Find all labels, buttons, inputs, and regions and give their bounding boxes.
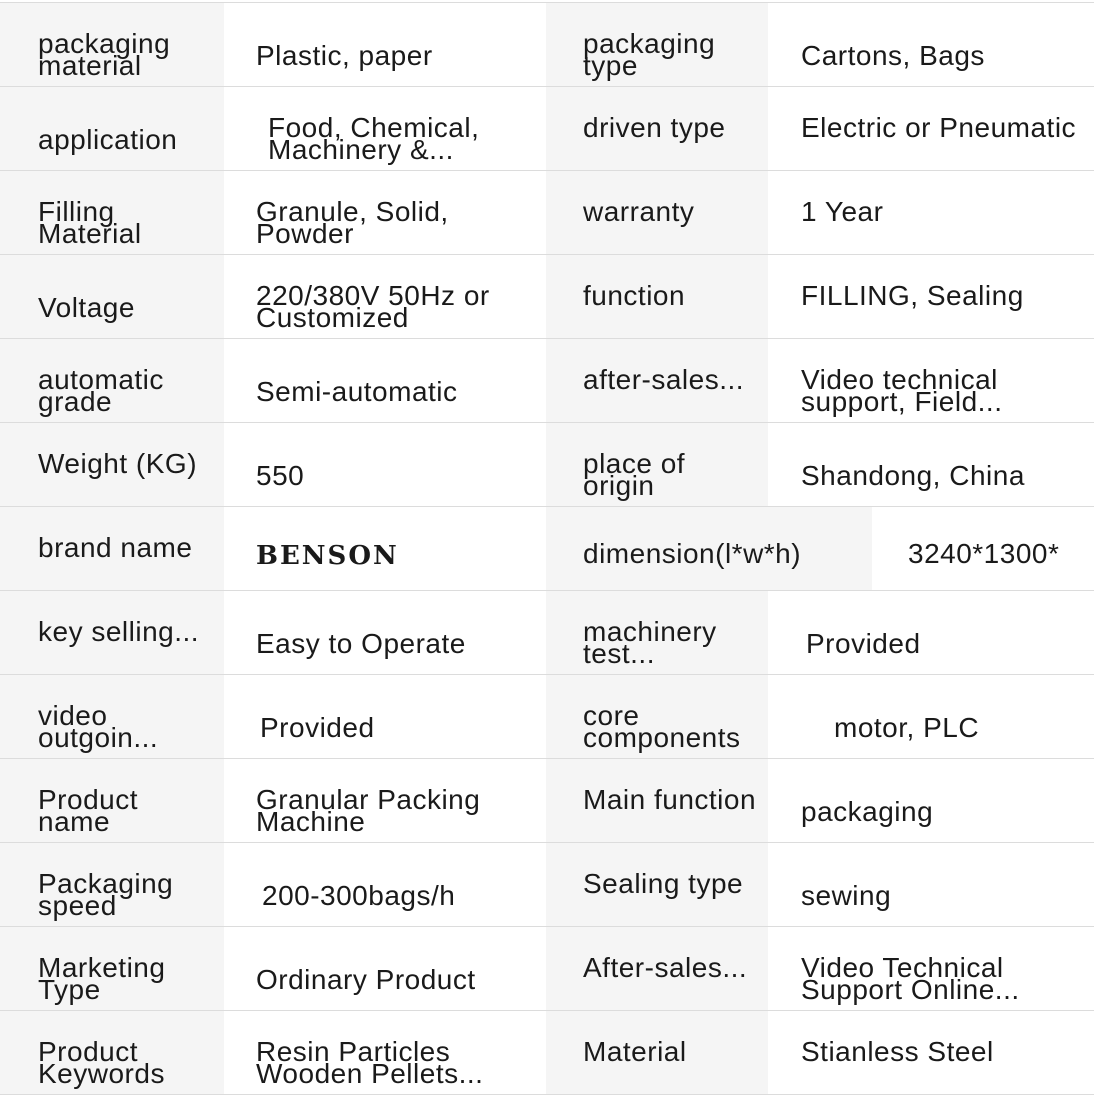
spec-value: packaging: [801, 796, 934, 827]
spec-label: Product Keywords: [38, 1036, 165, 1089]
spec-value-cell: [224, 507, 546, 590]
spec-value: Plastic, paper: [256, 40, 433, 71]
spec-value: sewing: [801, 880, 892, 911]
spec-value: FILLING, Sealing: [801, 280, 1024, 311]
spec-row-application: [0, 87, 1094, 171]
spec-value: Granule, Solid, Powder: [256, 196, 449, 249]
spec-value: Shandong, China: [801, 460, 1025, 491]
spec-label: driven type: [583, 112, 726, 143]
spec-value: 550: [256, 460, 305, 491]
spec-label-cell: [546, 1011, 768, 1094]
spec-value: 1 Year: [801, 196, 884, 227]
spec-row-weight: [0, 423, 1094, 507]
spec-label: Packaging speed: [38, 868, 174, 921]
spec-value-cell: [768, 759, 1094, 842]
spec-value: motor, PLC: [834, 712, 980, 743]
spec-value-cell: [768, 1011, 1094, 1094]
spec-label-cell: [546, 507, 872, 590]
spec-label: packaging material: [38, 28, 171, 81]
spec-value: Ordinary Product: [256, 964, 476, 995]
spec-label-cell: [0, 171, 224, 254]
spec-value-cell: [768, 171, 1094, 254]
spec-label-cell: [546, 759, 768, 842]
spec-label-cell: [0, 507, 224, 590]
spec-label-cell: [546, 591, 768, 674]
spec-value-cell: [224, 1011, 546, 1094]
brand-logo: BENSON: [256, 541, 399, 571]
spec-label-cell: [546, 87, 768, 170]
spec-value: Video technical support, Field...: [801, 364, 1003, 417]
spec-label-cell: [546, 171, 768, 254]
spec-value-cell: [224, 255, 546, 338]
spec-label: Main function: [583, 784, 757, 815]
spec-label: after-sales...: [583, 364, 745, 395]
spec-label: Sealing type: [583, 868, 744, 899]
spec-label: packaging type: [583, 28, 716, 81]
spec-label-cell: [0, 843, 224, 926]
spec-value-cell: [224, 675, 546, 758]
spec-label: application: [38, 124, 178, 155]
spec-label-cell: [546, 339, 768, 422]
spec-label: machinery test...: [583, 616, 717, 669]
spec-label-cell: [0, 87, 224, 170]
spec-label: After-sales...: [583, 952, 748, 983]
spec-value-cell: [768, 591, 1094, 674]
spec-row-filling-material: [0, 171, 1094, 255]
spec-value-cell: [768, 87, 1094, 170]
spec-value-cell: [224, 843, 546, 926]
spec-label-cell: [0, 759, 224, 842]
spec-label-cell: [0, 339, 224, 422]
spec-value-cell: [768, 3, 1094, 86]
spec-value-cell: [224, 423, 546, 506]
spec-value: Provided: [260, 712, 375, 743]
spec-label-cell: [546, 423, 768, 506]
spec-label: core components: [583, 700, 741, 753]
spec-value-cell: [872, 507, 1094, 590]
spec-value-cell: [224, 87, 546, 170]
spec-value-cell: [768, 339, 1094, 422]
spec-label: place of origin: [583, 448, 686, 501]
spec-label: dimension(l*w*h): [583, 538, 802, 569]
spec-label-cell: [0, 675, 224, 758]
spec-value-cell: [224, 171, 546, 254]
spec-row-marketing-type: [0, 927, 1094, 1011]
spec-label: video outgoin...: [38, 700, 159, 753]
spec-label-cell: [0, 423, 224, 506]
spec-label-cell: [546, 675, 768, 758]
spec-value: Granular Packing Machine: [256, 784, 481, 837]
spec-row-packaging-speed: [0, 843, 1094, 927]
spec-label: automatic grade: [38, 364, 164, 417]
spec-label-cell: [546, 927, 768, 1010]
spec-value-cell: [768, 423, 1094, 506]
spec-label-cell: [0, 1011, 224, 1094]
spec-value: Electric or Pneumatic: [801, 112, 1077, 143]
spec-label-cell: [546, 3, 768, 86]
spec-value-cell: [768, 843, 1094, 926]
spec-label: Filling Material: [38, 196, 142, 249]
spec-label: Voltage: [38, 292, 135, 323]
spec-row-video-outgoing: [0, 675, 1094, 759]
spec-label: Material: [583, 1036, 687, 1067]
spec-value: Video Technical Support Online...: [801, 952, 1020, 1005]
spec-row-product-keywords: [0, 1011, 1094, 1095]
spec-label-cell: [0, 591, 224, 674]
spec-value: Provided: [806, 628, 921, 659]
spec-value: Food, Chemical, Machinery &...: [268, 112, 480, 165]
spec-value: Resin Particles Wooden Pellets...: [256, 1036, 484, 1089]
spec-value: 3240*1300*: [908, 538, 1060, 569]
spec-value: 200-300bags/h: [262, 880, 456, 911]
spec-row-key-selling: [0, 591, 1094, 675]
spec-label-cell: [546, 255, 768, 338]
spec-value-cell: [224, 759, 546, 842]
spec-table: [0, 2, 1094, 1095]
spec-value: Stianless Steel: [801, 1036, 994, 1067]
spec-label: key selling...: [38, 616, 200, 647]
spec-value-cell: [768, 675, 1094, 758]
spec-label: Marketing Type: [38, 952, 166, 1005]
spec-value-cell: [224, 927, 546, 1010]
spec-row-automatic-grade: [0, 339, 1094, 423]
spec-value-cell: [224, 3, 546, 86]
spec-label: brand name: [38, 532, 193, 563]
spec-label: function: [583, 280, 686, 311]
spec-value: Easy to Operate: [256, 628, 466, 659]
spec-value-cell: [768, 927, 1094, 1010]
spec-label-cell: [0, 3, 224, 86]
spec-value-cell: [224, 339, 546, 422]
spec-value: Semi-automatic: [256, 376, 458, 407]
spec-value: 220/380V 50Hz or Customized: [256, 280, 490, 333]
spec-label: Product name: [38, 784, 138, 837]
spec-value: Cartons, Bags: [801, 40, 985, 71]
spec-label-cell: [0, 255, 224, 338]
spec-value-cell: [768, 255, 1094, 338]
spec-label: warranty: [583, 196, 695, 227]
spec-label-cell: [546, 843, 768, 926]
spec-value-cell: [224, 591, 546, 674]
spec-label-cell: [0, 927, 224, 1010]
spec-row-packaging-material: [0, 3, 1094, 87]
spec-row-product-name: [0, 759, 1094, 843]
spec-row-brand-name: [0, 507, 1094, 591]
spec-label: Weight (KG): [38, 448, 198, 479]
spec-row-voltage: [0, 255, 1094, 339]
